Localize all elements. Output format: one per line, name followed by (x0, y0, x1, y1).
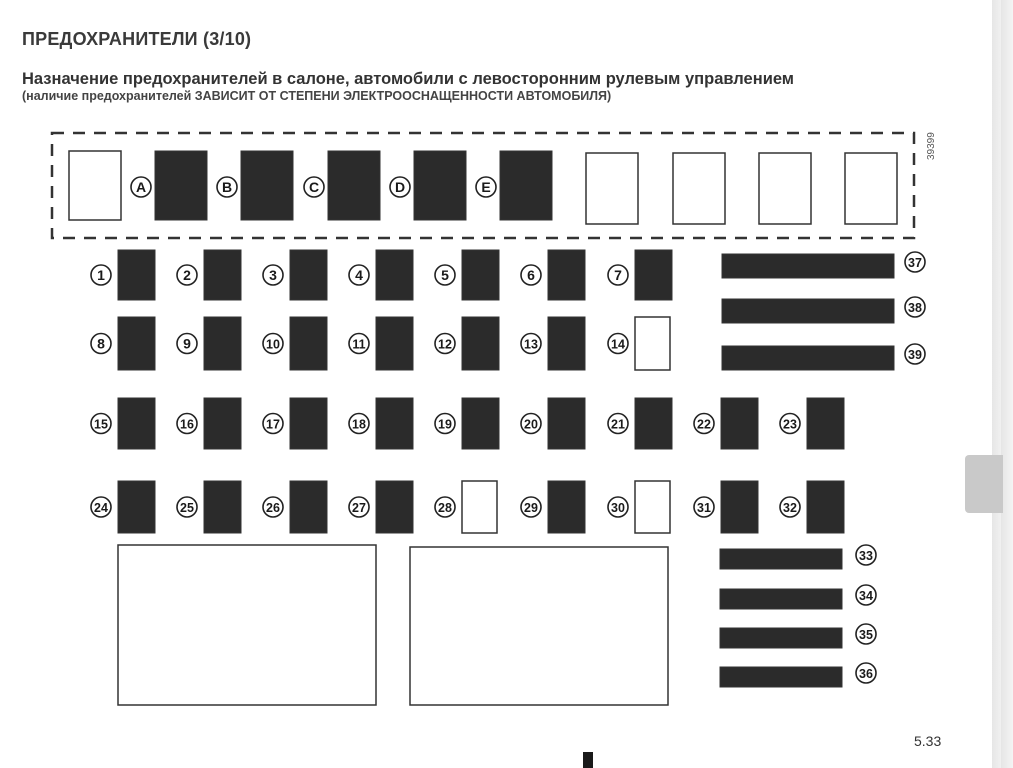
relay-c (328, 151, 380, 220)
fuse-strip-39 (722, 346, 894, 370)
image-code: 39399 (926, 132, 937, 160)
fuse-label-6 (521, 265, 541, 285)
svg-text:2: 2 (183, 267, 191, 283)
fuse-29 (548, 481, 585, 533)
bottom-mark (583, 752, 593, 768)
fuse-27 (376, 481, 413, 533)
relay-label-c (304, 177, 324, 197)
svg-text:6: 6 (527, 267, 535, 283)
relay-a (155, 151, 207, 220)
relay-slot-empty (586, 153, 638, 224)
relay-label-e (476, 177, 496, 197)
svg-text:31: 31 (697, 501, 711, 515)
svg-text:18: 18 (352, 417, 366, 432)
fuse-label-31 (694, 497, 714, 517)
fuse-label-5 (435, 265, 455, 285)
svg-text:35: 35 (859, 628, 873, 642)
fuse-label-35 (856, 624, 876, 644)
svg-text:B: B (221, 179, 233, 195)
fuse-label-17 (263, 414, 283, 434)
fuse-strip-37 (722, 254, 894, 278)
svg-text:E: E (481, 179, 491, 195)
svg-text:34: 34 (859, 589, 873, 603)
fuse-label-28 (435, 497, 455, 517)
svg-text:17: 17 (266, 417, 280, 432)
fuse-label-11 (349, 334, 369, 354)
fuse-label-16 (177, 414, 197, 434)
fuse-9 (204, 317, 241, 370)
svg-text:39: 39 (908, 348, 922, 362)
page-number: 5.33 (914, 733, 942, 749)
fuse-23 (807, 398, 844, 449)
svg-text:8: 8 (97, 335, 105, 352)
svg-text:36: 36 (859, 667, 873, 681)
fuse-12 (462, 317, 499, 370)
fuse-label-24 (91, 497, 111, 517)
fuse-31 (721, 481, 758, 533)
fuse-32 (807, 481, 844, 533)
relay-d (414, 151, 466, 220)
fuse-label-19 (435, 414, 455, 434)
fuse-13 (548, 317, 585, 370)
relay-slot-empty (673, 153, 725, 224)
fuse-22 (721, 398, 758, 449)
svg-text:3: 3 (269, 267, 277, 283)
fuse-24 (118, 481, 155, 533)
fuse-7 (635, 250, 672, 300)
svg-text:32: 32 (783, 501, 797, 515)
fuse-5 (462, 250, 499, 300)
fuse-8 (118, 317, 155, 370)
fuse-label-33 (856, 545, 876, 565)
page-title: ПРЕДОХРАНИТЕЛИ (3/10) (22, 29, 252, 49)
fuse-4 (376, 250, 413, 300)
fuse-label-27 (349, 497, 369, 517)
module-slot (410, 547, 668, 705)
svg-text:7: 7 (614, 267, 622, 283)
fuse-17 (290, 398, 327, 449)
fuse-label-20 (521, 414, 541, 434)
relay-b (241, 151, 293, 220)
relay-label-d (390, 177, 410, 197)
fuse-label-23 (780, 414, 800, 434)
fuse-label-18 (349, 414, 369, 434)
svg-text:10: 10 (266, 337, 280, 352)
svg-text:28: 28 (438, 501, 452, 515)
fuse-label-10 (263, 334, 283, 354)
fuse-label-12 (435, 334, 455, 354)
fuse-label-13 (521, 334, 541, 354)
fuse-strip-34 (720, 589, 842, 609)
relay-slot-empty (69, 151, 121, 220)
fuse-16 (204, 398, 241, 449)
fuse-label-37 (905, 252, 925, 272)
fuse-label-21 (608, 414, 628, 434)
fuse-18 (376, 398, 413, 449)
equipment-note: (наличие предохранителей ЗАВИСИТ ОТ СТЕПЕНИ ЭЛЕКТРООСНАЩЕННОСТИ АВТОМОБИЛЯ) (22, 89, 612, 103)
fuse-strip-38 (722, 299, 894, 323)
fuse-label-36 (856, 663, 876, 683)
fuse-label-14 (608, 334, 628, 354)
svg-text:24: 24 (94, 501, 108, 515)
svg-text:1: 1 (97, 267, 105, 283)
fuse-21 (635, 398, 672, 449)
svg-text:27: 27 (352, 501, 366, 515)
svg-text:C: C (308, 179, 320, 195)
relay-slot-empty (845, 153, 897, 224)
fuse-1 (118, 250, 155, 300)
svg-text:5: 5 (441, 267, 449, 283)
svg-text:9: 9 (183, 335, 191, 352)
fuse-label-2 (177, 265, 197, 285)
svg-text:14: 14 (611, 337, 625, 352)
module-slot (118, 545, 376, 705)
svg-text:15: 15 (94, 417, 108, 432)
svg-text:11: 11 (352, 337, 366, 352)
relay-slot-empty (759, 153, 811, 224)
fuse-25 (204, 481, 241, 533)
fuse-3 (290, 250, 327, 300)
fuse-label-30 (608, 497, 628, 517)
svg-text:20: 20 (524, 417, 538, 432)
fuse-28 (462, 481, 497, 533)
fuse-label-39 (905, 344, 925, 364)
fuse-label-22 (694, 414, 714, 434)
fuse-10 (290, 317, 327, 370)
fuse-label-7 (608, 265, 628, 285)
fuse-26 (290, 481, 327, 533)
svg-text:37: 37 (908, 256, 922, 270)
svg-text:29: 29 (524, 501, 538, 515)
relay-label-a (131, 177, 151, 197)
relay-label-b (217, 177, 237, 197)
fuse-14 (635, 317, 670, 370)
svg-text:4: 4 (355, 267, 363, 283)
fuse-label-9 (177, 334, 197, 354)
fuse-strip-33 (720, 549, 842, 569)
svg-text:30: 30 (611, 501, 625, 515)
fuse-label-32 (780, 497, 800, 517)
fuse-label-1 (91, 265, 111, 285)
svg-text:A: A (135, 179, 147, 195)
svg-text:13: 13 (524, 337, 538, 352)
relay-e (500, 151, 552, 220)
fuse-30 (635, 481, 670, 533)
fuse-label-25 (177, 497, 197, 517)
svg-text:12: 12 (438, 337, 452, 352)
fuse-20 (548, 398, 585, 449)
diagram-subtitle: Назначение предохранителей в салоне, автомобили с левосторонним рулевым управлением (22, 70, 795, 88)
svg-text:38: 38 (908, 301, 922, 315)
svg-text:16: 16 (180, 417, 194, 432)
fuse-label-29 (521, 497, 541, 517)
svg-text:23: 23 (783, 417, 797, 432)
fuse-strip-36 (720, 667, 842, 687)
fuse-strip-35 (720, 628, 842, 648)
fuse-label-15 (91, 414, 111, 434)
fuse-label-34 (856, 585, 876, 605)
svg-text:21: 21 (611, 417, 625, 432)
svg-text:D: D (394, 179, 406, 195)
svg-text:25: 25 (180, 501, 194, 515)
fuse-label-26 (263, 497, 283, 517)
fuse-6 (548, 250, 585, 300)
fuse-label-4 (349, 265, 369, 285)
fuse-2 (204, 250, 241, 300)
fuse-label-3 (263, 265, 283, 285)
fuse-15 (118, 398, 155, 449)
svg-text:22: 22 (697, 417, 711, 432)
fuse-11 (376, 317, 413, 370)
fuse-19 (462, 398, 499, 449)
svg-text:26: 26 (266, 501, 280, 515)
svg-text:33: 33 (859, 549, 873, 563)
fuse-label-38 (905, 297, 925, 317)
fuse-label-8 (91, 334, 111, 354)
svg-text:19: 19 (438, 417, 452, 432)
